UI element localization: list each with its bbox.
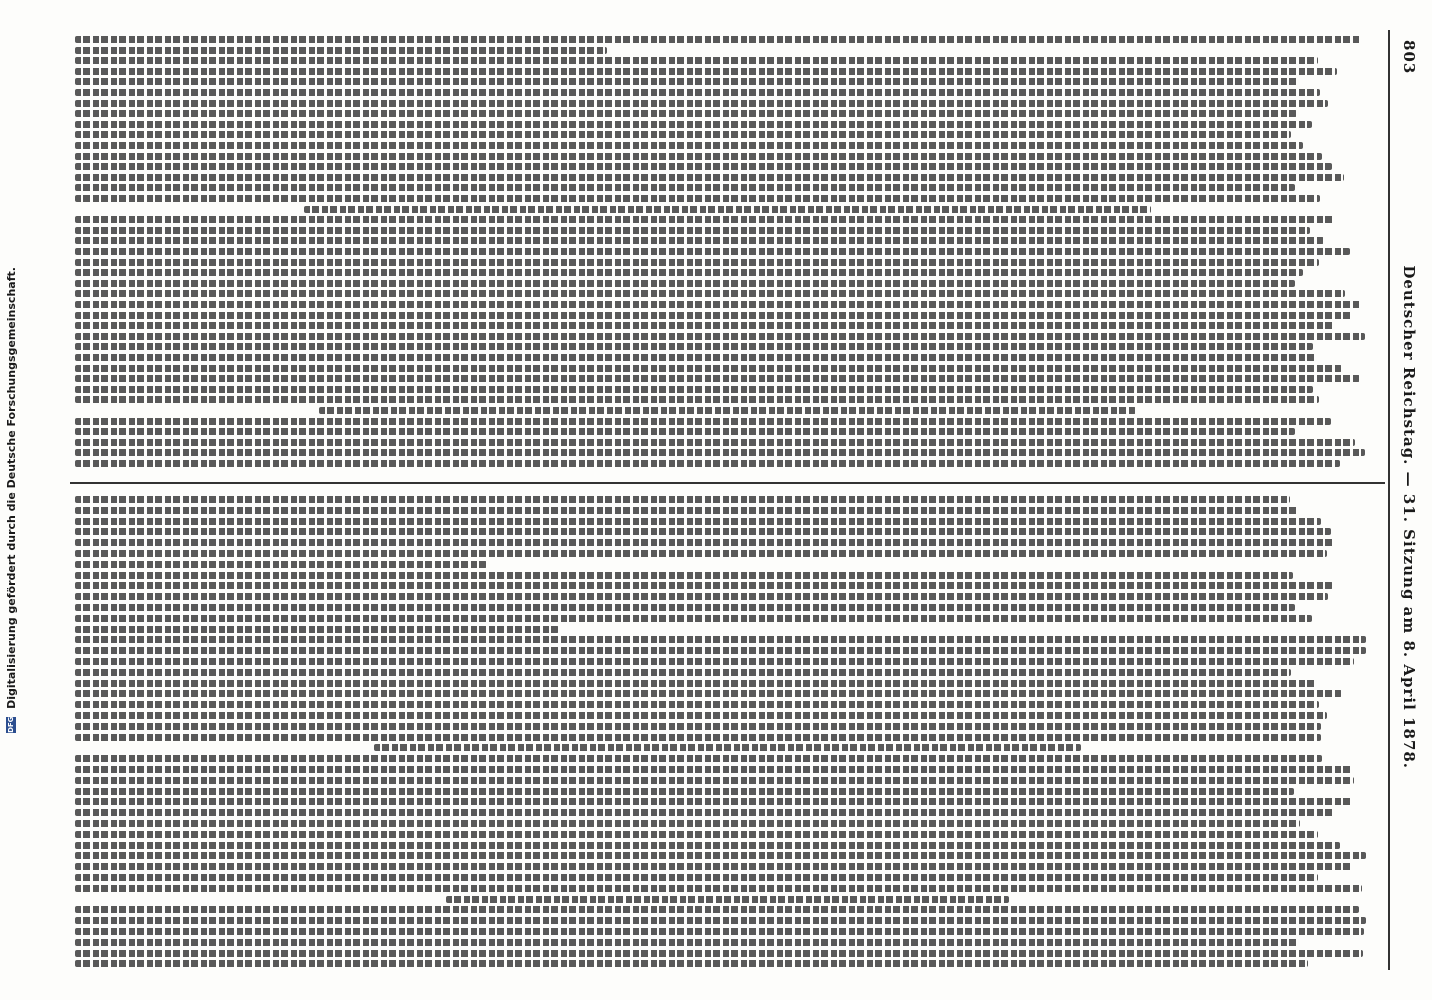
text-line	[75, 906, 1359, 913]
text-line	[75, 658, 1354, 665]
text-line	[75, 507, 1299, 514]
text-line	[75, 788, 1294, 795]
column-divider	[70, 482, 1385, 484]
header-rule	[1388, 30, 1390, 970]
text-column-lower	[75, 492, 1380, 970]
text-line	[75, 734, 1321, 741]
text-line	[75, 842, 1340, 849]
text-line	[75, 36, 1361, 43]
page-number: 803	[1400, 40, 1418, 75]
text-line	[75, 863, 1352, 870]
text-line	[75, 798, 1353, 805]
text-line	[75, 449, 1365, 456]
text-line	[75, 290, 1345, 297]
text-line	[75, 885, 1362, 892]
text-line	[75, 723, 1321, 730]
text-line	[75, 809, 1334, 816]
text-line	[75, 647, 1366, 654]
text-line	[75, 163, 1332, 170]
text-line	[75, 690, 1342, 697]
text-line	[75, 227, 1310, 234]
text-line	[75, 701, 1319, 708]
text-line	[75, 386, 1313, 393]
text-line	[446, 896, 1010, 903]
text-line	[75, 439, 1355, 446]
text-line	[75, 396, 1319, 403]
text-line	[75, 755, 1322, 762]
text-line	[75, 960, 1308, 967]
text-line	[75, 518, 1321, 525]
text-line	[75, 131, 1291, 138]
text-line	[75, 550, 1327, 557]
text-line	[75, 301, 1361, 308]
text-line	[75, 269, 1303, 276]
text-line	[75, 539, 1334, 546]
text-line	[75, 68, 1337, 75]
text-line	[75, 47, 607, 54]
text-line	[75, 626, 559, 633]
text-line	[75, 593, 1328, 600]
text-line	[75, 216, 1335, 223]
text-line	[304, 206, 1151, 213]
digitization-notice-strip	[0, 0, 22, 1000]
page-header	[1395, 40, 1423, 960]
text-line	[75, 78, 1298, 85]
text-line	[75, 669, 1291, 676]
text-line	[75, 312, 1352, 319]
text-line	[75, 636, 1366, 643]
text-line	[75, 615, 1312, 622]
text-line	[75, 460, 1340, 467]
text-line	[75, 777, 1354, 784]
text-line	[75, 322, 1335, 329]
text-line	[75, 418, 1331, 425]
text-line	[75, 174, 1344, 181]
text-line	[75, 343, 1313, 350]
text-line	[75, 375, 1360, 382]
text-column-upper	[75, 32, 1380, 472]
text-line	[75, 142, 1303, 149]
text-line	[75, 766, 1352, 773]
text-line	[374, 744, 1081, 751]
text-line	[75, 712, 1327, 719]
text-line	[75, 496, 1290, 503]
text-line	[75, 237, 1324, 244]
digitization-notice	[2, 0, 20, 1000]
text-line	[75, 950, 1363, 957]
text-line	[75, 280, 1295, 287]
text-line	[75, 121, 1312, 128]
text-line	[75, 365, 1342, 372]
text-line	[75, 939, 1298, 946]
text-line	[75, 428, 1295, 435]
text-line	[319, 407, 1136, 414]
text-line	[75, 680, 1317, 687]
text-line	[75, 917, 1366, 924]
text-line	[75, 852, 1366, 859]
text-line	[75, 110, 1297, 117]
text-line	[75, 561, 487, 568]
text-line	[75, 528, 1331, 535]
text-line	[75, 928, 1364, 935]
text-line	[75, 259, 1319, 266]
text-line	[75, 100, 1328, 107]
text-line	[75, 874, 1318, 881]
text-line	[75, 820, 1300, 827]
digitization-notice-text: Digitalisierung gefördert durch die Deutsche Forschungsgemeinschaft.	[4, 267, 18, 709]
text-line	[75, 572, 1293, 579]
text-line	[75, 604, 1295, 611]
text-line	[75, 153, 1322, 160]
dfg-logo-icon: DFG	[7, 716, 15, 733]
text-line	[75, 831, 1318, 838]
text-line	[75, 248, 1350, 255]
text-line	[75, 89, 1320, 96]
text-line	[75, 333, 1365, 340]
text-line	[75, 582, 1333, 589]
page-title: Deutscher Reichstag. — 31. Sitzung am 8. April 1878.	[1400, 265, 1418, 769]
text-line	[75, 195, 1320, 202]
text-line	[75, 57, 1318, 64]
text-line	[75, 184, 1295, 191]
text-line	[75, 354, 1316, 361]
